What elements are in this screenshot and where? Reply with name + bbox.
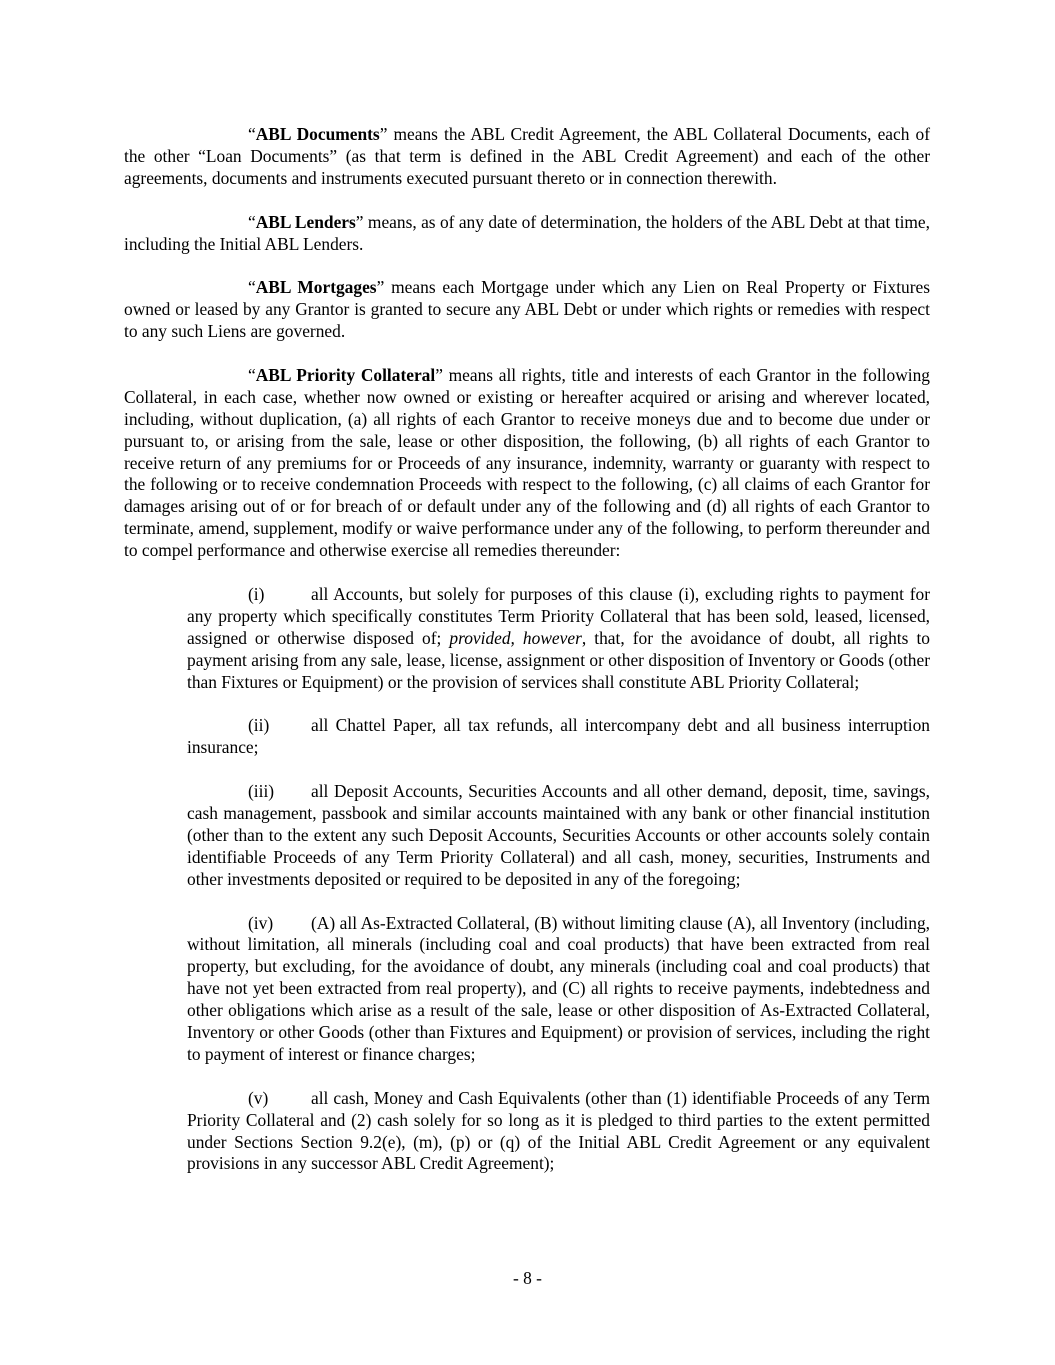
clause-i bbox=[187, 584, 930, 694]
clause-iv bbox=[187, 913, 930, 1066]
definition-text: means, as of any date of determination, the holders of the ABL Debt at that time, including the Initial ABL Lenders. bbox=[124, 211, 931, 254]
clause-number: (iii) bbox=[248, 781, 275, 802]
clause-text: (A) all As-Extracted Collateral, (B) without limiting clause (A), all Inventory (including, without limitation, all minerals (including coal and coal products) that have been extracted from real property, but excluding, for the avoidance of doubt, any minerals (including coal and coal products) that have not yet been extracted from real property), and (C) all rights to receive payments, indebtedness and other obligations which arise as a result of the sale, lease or other disposition of As-Extracted Collateral, Inventory or other Goods (other than Fixtures and Equipment) or provision of services, including the right to payment of interest or finance charges; bbox=[187, 912, 930, 1064]
clause-iii bbox=[187, 781, 930, 891]
clause-number: (i) bbox=[248, 583, 265, 604]
defined-term: ABL Lenders bbox=[255, 211, 356, 232]
defined-term: ABL Priority Collateral bbox=[255, 364, 436, 385]
clause-text: all Deposit Accounts, Securities Accounts and all other demand, deposit, time, savings, cash management, passbook and similar accounts maintained with any bank or other financial institution (other than to the extent any such Deposit Accounts, Securities Accounts or other accounts solely contain identifiable Proceeds of any Term Priority Collateral) and all cash, money, securities, Instruments and other investments deposited or required to be deposited in any of the foregoing; bbox=[187, 781, 930, 889]
defined-term: ABL Mortgages bbox=[255, 277, 377, 298]
defined-term: ABL Documents bbox=[255, 124, 380, 144]
clause-number: (v) bbox=[248, 1087, 269, 1108]
page-number: - 8 - bbox=[513, 1268, 542, 1288]
definition-abl-mortgages: “ABL Mortgages” means each Mortgage under which any Lien on Real Property or Fixtures owned or leased by any Grantor is granted to secure any ABL Debt or under which rights or remedies with respect to any such Liens are governed. bbox=[124, 277, 931, 342]
clause-text: , that, for the avoidance of doubt, all rights to payment arising from any sale, lease, license, assignment or other disposition of Inventory or Goods (other than Fixtures or Equipment) or the provision of services shall constitute ABL Priority Collateral; bbox=[187, 627, 930, 692]
definition-text: means each Mortgage under which any Lien on Real Property or Fixtures owned or leased by any Grantor is granted to secure any ABL Debt or under which rights or remedies with respect to any such Liens are governed. bbox=[124, 277, 931, 342]
definition-abl-priority-collateral: “ABL Priority Collateral” means all rights, title and interests of each Grantor in the following Collateral, in each case, whether now owned or existing or hereafter acquired or arising and wherever located, including, without duplication, (a) all rights of each Grantor to receive moneys due and to become due under or pursuant to, or arising from the sale, lease or other disposition, the following, (b) all rights of each Grantor to receive return of any premiums for or Proceeds of any insurance, indemnity, warranty or guaranty with respect to the following or to receive condemnation Proceeds with respect to the following, (c) all claims of each Grantor for damages arising out of or for breach of or default under any of the following and (d) all rights of each Grantor to terminate, amend, supplement, modify or waive performance under any of the following, to perform thereunder and to compel performance and otherwise exercise all remedies thereunder: bbox=[124, 364, 930, 561]
clause-italic-text: provided, however bbox=[449, 627, 582, 648]
clause-number: (iv) bbox=[248, 912, 274, 933]
clause-text: all Accounts, but solely for purposes of this clause (i), excluding rights to payment for any property which specifically constitutes Term Priority Collateral that has been sold, leased, licensed, assigned or otherwise disposed of; bbox=[187, 583, 930, 648]
definition-text: means all rights, title and interests of each Grantor in the following Collateral, in each case, whether now owned or existing or hereafter acquired or arising and wherever located, including, without duplication, (a) all rights of each Grantor to receive moneys due and to become due under or pursuant to, or arising from the sale, lease or other disposition, the following, (b) all rights of each Grantor to receive return of any premiums for or Proceeds of any insurance, indemnity, warranty or guaranty with respect to the following or to receive condemnation Proceeds with respect to the following, (c) all claims of each Grantor for damages arising out of or for breach of or default under any of the following and (d) all rights of each Grantor to terminate, amend, supplement, modify or waive performance under any of the following, to perform thereunder and to compel performance and otherwise exercise all remedies thereunder: bbox=[124, 364, 930, 561]
definition-abl-lenders: “ABL Lenders” means, as of any date of determination, the holders of the ABL Debt at that time, including the Initial ABL Lenders. bbox=[124, 211, 931, 254]
clause-text: all cash, Money and Cash Equivalents (other than (1) identifiable Proceeds of any Term Priority Collateral and (2) cash solely for so long as it is pledged to third parties to the extent permitted under Sections Section 9.2(e), (m), (p) or (q) of the Initial ABL Credit Agreement or any equivalent provisions in any successor ABL Credit Agreement); bbox=[187, 1087, 930, 1174]
clause-text: all Chattel Paper, all tax refunds, all intercompany debt and all business interruption insurance; bbox=[187, 715, 930, 758]
clause-v bbox=[187, 1088, 930, 1176]
clause-number: (ii) bbox=[248, 715, 270, 736]
definition-text: means the ABL Credit Agreement, the ABL Collateral Documents, each of the other “Loan Documents” (as that term is defined in the ABL Credit Agreement) and each of the other agreements, documents and instruments executed pursuant thereto or in connection therewith. bbox=[124, 124, 930, 188]
document-page bbox=[124, 124, 930, 1197]
definition-abl-documents: “ABL Documents” means the ABL Credit Agreement, the ABL Collateral Documents, each of the other “Loan Documents” (as that term is defined in the ABL Credit Agreement) and each of the other agreements, documents and instruments executed pursuant thereto or in connection therewith. bbox=[124, 124, 930, 188]
clause-ii bbox=[187, 715, 930, 759]
